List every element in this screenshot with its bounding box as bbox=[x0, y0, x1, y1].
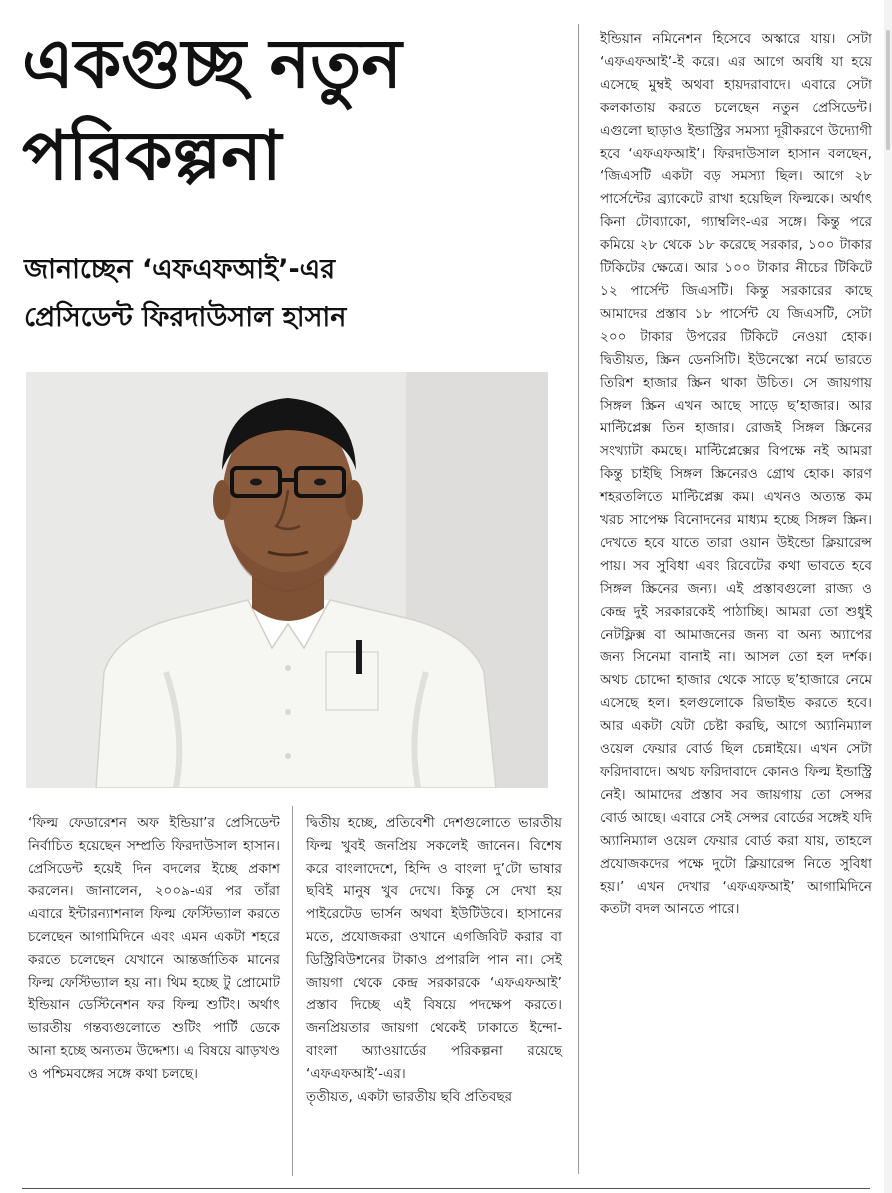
column-divider bbox=[292, 806, 293, 1176]
headline-line-1: একগুচ্ছ নতুন bbox=[22, 24, 402, 104]
subheadline-line-2: প্রেসিডেন্ট ফিরদাউসাল হাসান bbox=[24, 302, 347, 333]
article-column-1 bbox=[28, 812, 280, 1086]
subheadline-line-1: জানাচ্ছেন ‘এফএফআই’-এর bbox=[24, 254, 336, 285]
subheadline bbox=[24, 246, 564, 342]
article-paragraph: ‘ফিল্ম ফেডারেশন অফ ইন্ডিয়া’র প্রেসিডেন্ট নির্বাচিত হয়েছেন সম্প্রতি ফিরদাউসাল হাসান। প্রেসিডেন্ট হয়েই দিন বদলের ইচ্ছে প্রকাশ করলেন। জানালেন, ২০০৯-এর পর তাঁরা এবারে ইন্টারন্যাশনাল ফিল্ম ফেস্টিভ্যাল করতে চলেছেন আগামিদিনে এবং এমন একটা শহরে করতে চলেছেন যেখানে আন্তর্জাতিক মানের ফিল্ম ফেস্টিভ্যাল হয় না। থিম হচ্ছে টু প্রোমোট ইন্ডিয়ান ডেস্টিনেশন ফর ফিল্ম শুটিং। অর্থাৎ ভারতীয় গন্তব্যগুলোতে শুটিং পার্টি ডেকে আনা হচ্ছে অন্যতম উদ্দেশ্য। এ বিষয়ে ঝাড়খণ্ড ও পশ্চিমবঙ্গের সঙ্গে কথা চলছে। bbox=[28, 815, 280, 1082]
column-divider bbox=[578, 24, 579, 1174]
article-column-3 bbox=[600, 28, 872, 921]
scrollbar[interactable] bbox=[884, 0, 892, 1193]
scrollbar-thumb[interactable] bbox=[886, 30, 890, 150]
portrait-photo bbox=[26, 372, 548, 788]
portrait-illustration bbox=[26, 372, 548, 788]
article-column-2 bbox=[306, 812, 562, 1108]
article-paragraph: ইন্ডিয়ান নমিনেশন হিসেবে অস্কারে যায়। সেটা ‘এফএফআই’-ই করে। এর আগে অবধি যা হয়ে এসেছে মুম্বই অথবা হায়দরাবাদে। এবারে সেটা কলকাতায় করতে চলেছেন নতুন প্রেসিডেন্ট। এগুলো ছাড়াও ইন্ডাস্ট্রির সমস্যা দূরীকরণে উদ্যোগী হবে ‘এফএফআই’। ফিরদাউসাল হাসান বলছেন, ‘জিএসটি একটা বড় সমস্যা ছিল। আগে ২৮ পার্সেন্টের ব্র্যাকেটে রাখা হয়েছিল ফিল্মকে। অর্থাৎ কিনা টোব্যাকো, গ্যাম্বলিং-এর সঙ্গে। কিন্তু পরে কমিয়ে ২৮ থেকে ১৮ করেছে সরকার, ১০০ টাকার টিকিটের ক্ষেত্রে। আর ১০০ টাকার নীচের টিকিটে ১২ পার্সেন্ট জিএসটি। কিন্তু সরকারের কাছে আমাদের প্রস্তাব ১৮ পার্সেন্ট যে জিএসটি, সেটা ২০০ টাকার উপরের টিকিটে নেওয়া হোক। দ্বিতীয়ত, স্ক্রিন ডেনসিটি। ইউনেস্কো নর্মে ভারতে তিরিশ হাজার স্ক্রিন থাকা উচিত। সে জায়গায় সিঙ্গল স্ক্রিন এখন আছে সাড়ে ছ’হাজার। আর মাল্টিপ্লেক্স তিন হাজার। রোজই সিঙ্গল স্ক্রিনের সংখ্যাটা কমছে। মাল্টিপ্লেক্সের বিপক্ষে নই আমরা কিন্তু চাইছি সিঙ্গল স্ক্রিনেরও গ্রোথ হোক। কারণ শহরতলিতে মাল্টিপ্লেক্স কম। এখনও অত্যন্ত কম খরচ সাপেক্ষ বিনোদনের মাধ্যম হচ্ছে সিঙ্গল স্ক্রিন। দেখতে হবে যাতে তারা ওয়ান উইন্ডো ক্লিয়ারেন্স পায়। সব সুবিধা এবং রিবেটের কথা ভাবতে হবে সিঙ্গল স্ক্রিনের জন্য। এই প্রস্তাবগুলো রাজ্য ও কেন্দ্র দুই সরকারকেই পাঠাচ্ছি। আমরা তো শুধুই নেটফ্লিক্স বা আমাজনের জন্য বা অন্য অ্যাপের জন্য সিনেমা বানাই না। আসল তো হল দর্শক। অথচ চোদ্দো হাজার থেকে সাড়ে ছ’হাজারে নেমে এসেছে হল। হলগুলোকে রিভাইভ করতে হবে। আর একটা যেটা চেষ্টা করছি, আগে অ্যানিম্যাল ওয়েল ফেয়ার বোর্ড ছিল চেন্নাইয়ে। এখন সেটা ফরিদাবাদে। অথচ ফরিদাবাদে কোনও ফিল্ম ইন্ডাস্ট্রি নেই। আমাদের প্রস্তাব সব জায়গায় তো সেন্সর বোর্ড আছে। এবারে সেই সেন্সর বোর্ডের সঙ্গেই যদি অ্যানিম্যাল ওয়েল ফেয়ার বোর্ড করা যায়, তাহলে প্রযোজকদের পক্ষে দুটো ক্লিয়ারেন্স নিতে সুবিধা হয়।’ এখন দেখার ‘এফএফআই’ আগামিদিনে কতটা বদল আনতে পারে। bbox=[600, 31, 872, 918]
bottom-rule bbox=[22, 1188, 870, 1189]
article-paragraph: তৃতীয়ত, একটা ভারতীয় ছবি প্রতিবছর bbox=[306, 1088, 513, 1105]
article-paragraph: দ্বিতীয় হচ্ছে, প্রতিবেশী দেশগুলোতে ভারতীয় ফিল্ম খুবই জনপ্রিয় সকলেই জানেন। বিশেষ করে বাংলাদেশে, হিন্দি ও বাংলা দু’টো ভাষার ছবিই মানুষ খুব দেখে। কিন্তু সে দেখা হয় পাইরেটেড ভার্সন অথবা ইউটিউবে। হাসানের মতে, প্রযোজকরা ওখানে এগজিবিট করার বা ডিস্ট্রিবিউশনের টাকাও প্রপারলি পান না। সেই জায়গা থেকে কেন্দ্র সরকারকে ‘এফএফআই’ প্রস্তাব দিচ্ছে এই বিষয়ে পদক্ষেপ করতে। জনপ্রিয়তার জায়গা থেকেই ঢাকাতে ইন্দো-বাংলা অ্যাওয়ার্ডের পরিকল্পনা রয়েছে ‘এফএফআই’-এর। bbox=[306, 815, 562, 1082]
headline-line-2: পরিকল্পনা bbox=[22, 116, 282, 196]
headline bbox=[22, 18, 562, 202]
